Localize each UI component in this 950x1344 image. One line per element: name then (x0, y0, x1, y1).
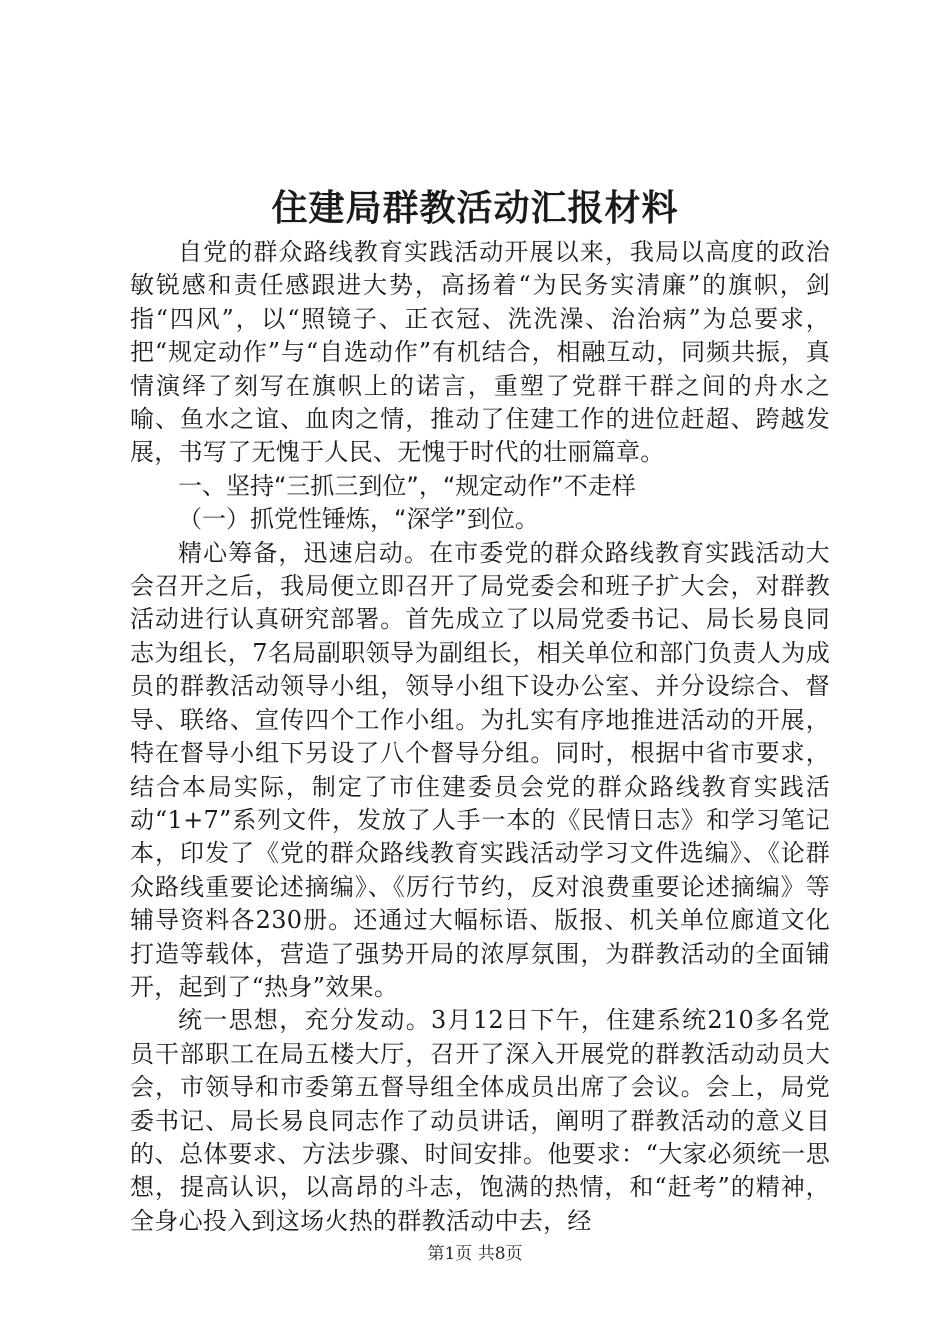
intro-paragraph: 自党的群众路线教育实践活动开展以来，我局以高度的政治敏锐感和责任感跟进大势，高扬着“为民务实清廉”的旗帜，剑指“四风”，以“照镜子、正衣冠、洗洗澡、治治病”为总要求，把“规定动作”与“自选动作”有机结合，相融互动，同频共振，真情演绎了刻写在旗帜上的诺言，重塑了党群干群之间的舟水之喻、鱼水之谊、血肉之情，推动了住建工作的进位赶超、跨越发展，书写了无愧于人民、无愧于时代的壮丽篇章。 (130, 238, 830, 467)
page-number-footer: 第1页 共8页 (427, 1244, 523, 1264)
section-heading-1: 一、坚持“三抓三到位”，“规定动作”不走样 (178, 471, 636, 500)
subsection-heading-1: （一）抓党性锤炼，“深学”到位。 (178, 505, 539, 534)
document-title: 住建局群教活动汇报材料 (271, 188, 679, 229)
body-paragraph-mobilization: 统一思想，充分发动。3月12日下午，住建系统210多名党员干部职工在局五楼大厅，召开了深入开展党的群教活动动员大会，市领导和市委第五督导组全体成员出席了会议。会上，局党委书记、局长易良同志作了动员讲话，阐明了群教活动的意义目的、总体要求、方法步骤、时间安排。他要求：“大家必须统一思想，提高认识，以高昂的斗志，饱满的热情，和“赶考”的精神，全身心投入到这场火热的群教活动中去，经 (130, 1006, 830, 1235)
document-body (130, 236, 830, 1238)
body-paragraph-preparation: 精心筹备，迅速启动。在市委党的群众路线教育实践活动大会召开之后，我局便立即召开了局党委会和班子扩大会，对群教活动进行认真研究部署。首先成立了以局党委书记、局长易良同志为组长，7名局副职领导为副组长，相关单位和部门负责人为成员的群教活动领导小组，领导小组下设办公室、并分设综合、督导、联络、宣传四个工作小组。为扎实有序地推进活动的开展，特在督导小组下另设了八个督导分组。同时，根据中省市要求，结合本局实际，制定了市住建委员会党的群众路线教育实践活动“1+7”系列文件，发放了人手一本的《民情日志》和学习笔记本，印发了《党的群众路线教育实践活动学习文件选编》、《论群众路线重要论述摘编》、《厉行节约，反对浪费重要论述摘编》等辅导资料各230册。还通过大幅标语、版报、机关单位廊道文化打造等载体，营造了强势开局的浓厚氛围，为群教活动的全面铺开，起到了“热身”效果。 (130, 538, 830, 1001)
